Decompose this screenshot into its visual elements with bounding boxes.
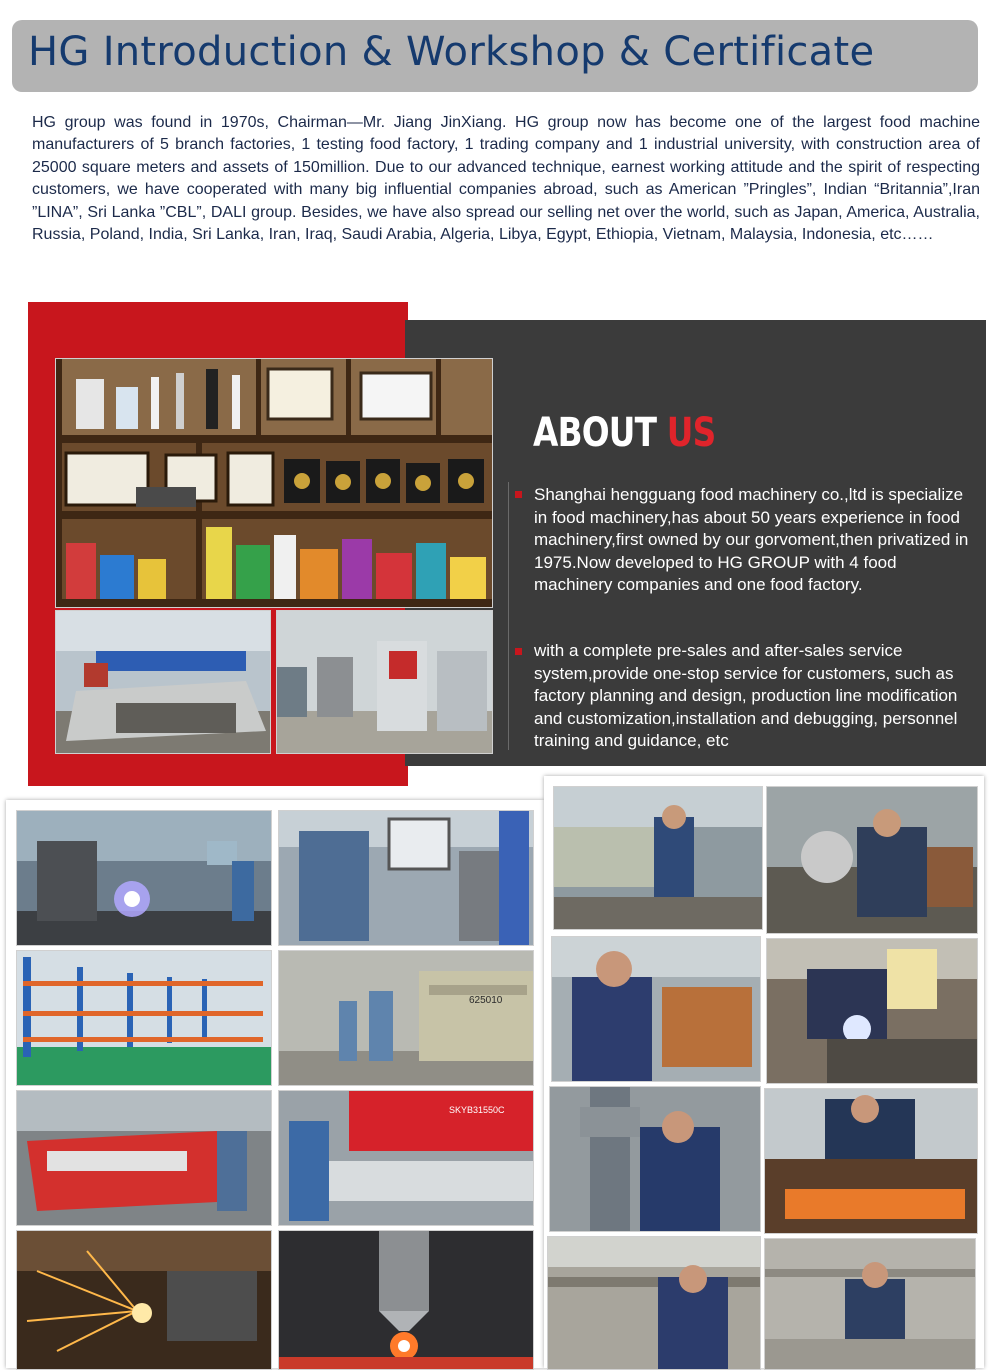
assembly-worker-photo [547, 1236, 761, 1370]
drill-press-photo [549, 1086, 761, 1232]
intro-paragraph: HG group was found in 1970s, Chairman—Mr. Jiang JinXiang. HG group now has become one of the largest food machine manufacturers of 5 branch factories, 1 testing food factory, 1 trading company and 1 industrial university, with construction area of 25000 square meters and assets of 150million. Due to our advanced technique, earnest working attitude and the spirit of respecting customers, we have cooperated with many big influential companies abroad, such as American ”Pringles”, Indian “Britannia”,Iran ”LINA”, Sri Lanka ”CBL”, DALI group. Besides, we have also spread our selling net over the world, such as Japan, America, Australia, Russia, Poland, India, Sri Lanka, Iran, Iraq, Saudi Arabia, Algeria, Libya, Egypt, Ethiopia, Vietnam, Malaysia, Indonesia, etc…… [32, 114, 980, 244]
welding-worker-photo [16, 810, 272, 946]
page-title: HG Introduction & Workshop & Certificate [28, 29, 875, 75]
machine-label-2: SKYB31550C [449, 1105, 505, 1115]
certificate-shelf-photo [55, 358, 493, 608]
female-worker-photo [551, 936, 761, 1082]
machine-label-1: 625010 [469, 995, 503, 1006]
operator-control-panel-photo [278, 810, 534, 946]
punch-press-photo [278, 1090, 534, 1226]
laser-head-photo [278, 1230, 534, 1370]
lathe-worker-photo [766, 786, 978, 934]
welding-closeup-photo [766, 938, 978, 1084]
grinding-sparks-photo [16, 1230, 272, 1370]
title-banner [12, 20, 978, 92]
cnc-workshop-photo [276, 610, 493, 754]
about-us-heading [533, 410, 715, 456]
shearing-machine-photo [278, 950, 534, 1086]
warehouse-racks-photo [16, 950, 272, 1086]
frame-welding-photo [764, 1238, 976, 1370]
bullet-square-icon [515, 491, 522, 498]
press-operator-photo [553, 786, 763, 930]
bullet-square-icon [515, 648, 522, 655]
about-divider [508, 482, 509, 750]
about-paragraph-1: Shanghai hengguang food machinery co.,ltd is specialize in food machinery,has about 50 years experience in food machinery,first owned by our gorvoment,then privatized in 1975.Now developed to HG GROUP with 4 food machinery companies and one food factory. [534, 485, 969, 594]
hot-metal-photo [764, 1088, 978, 1234]
red-laser-machine-photo [16, 1090, 272, 1226]
about-heading-part1: ABOUT [533, 410, 667, 456]
about-heading-part2: US [666, 410, 716, 456]
laser-cutter-photo [55, 610, 271, 754]
about-paragraph-2: with a complete pre-sales and after-sales service system,provide one-stop service for customers, such as factory planning and design, production line modification and customization,installation and debugging, personnel training and guidance, etc [534, 641, 958, 750]
